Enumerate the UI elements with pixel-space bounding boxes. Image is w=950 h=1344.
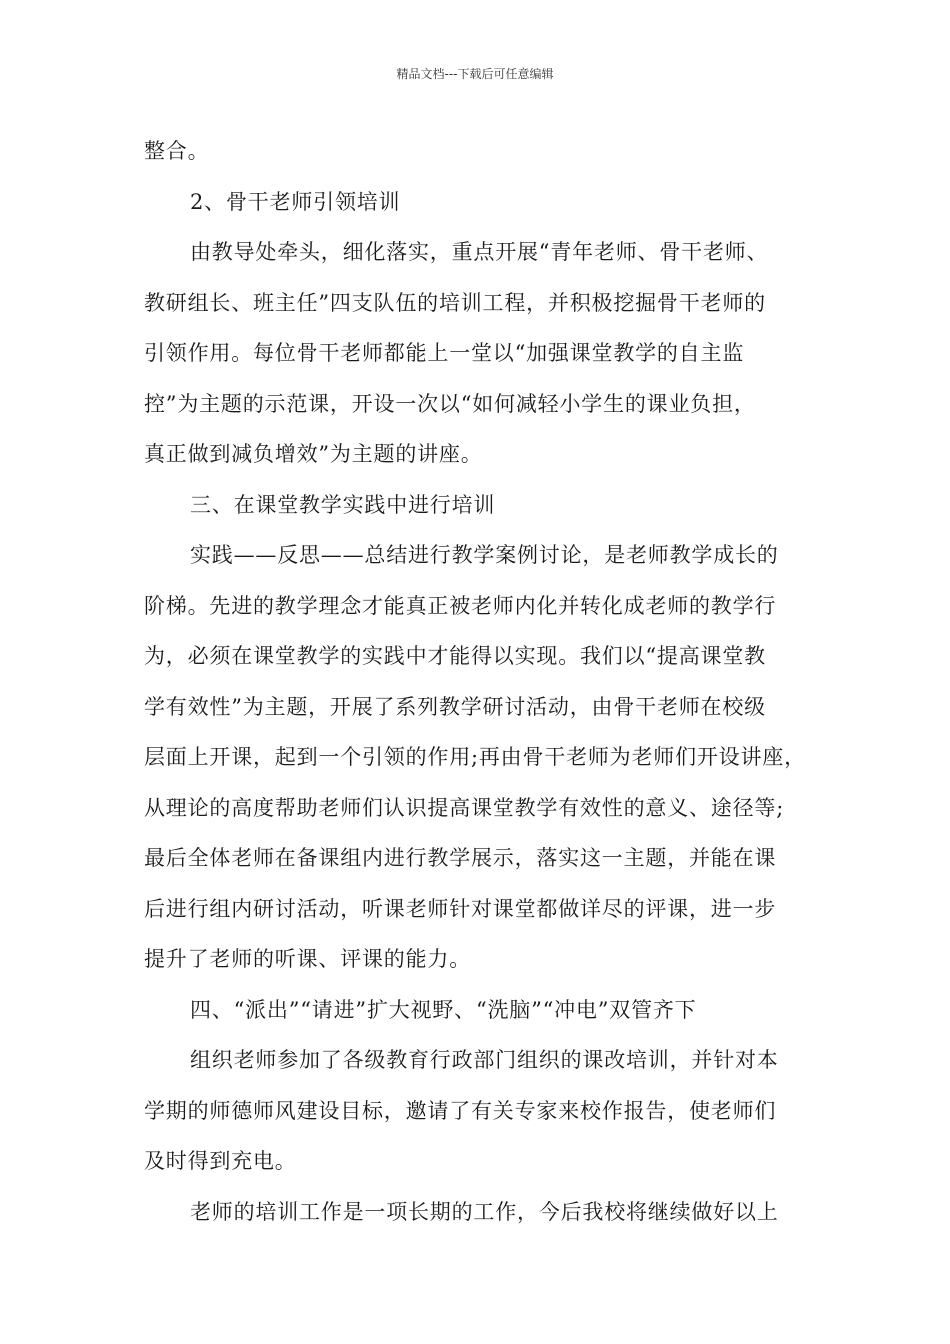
paragraph-line: 从理论的高度帮助老师们认识提高课堂教学有效性的意义、途径等;: [144, 795, 785, 820]
section-heading: 三、在课堂教学实践中进行培训: [190, 492, 496, 517]
page-header: 精品文档---下载后可任意编辑: [396, 67, 554, 81]
paragraph-line: 阶梯。先进的教学理念才能真正被老师内化并转化成老师的教学行: [144, 593, 777, 618]
document-body: [144, 126, 814, 1237]
paragraph-line: 层面上开课，起到一个引领的作用;再由骨干老师为老师们开设讲座，: [144, 745, 806, 769]
paragraph-line: 及时得到充电。: [144, 1149, 297, 1173]
paragraph-line: 引领作用。每位骨干老师都能上一堂以“加强课堂教学的自主监: [144, 341, 745, 365]
paragraph-line: 学期的师德师风建设目标，邀请了有关专家来校作报告，使老师们: [144, 1098, 777, 1123]
paragraph-line: 控”为主题的示范课，开设一次以“如何减轻小学生的课业负担，: [144, 391, 756, 416]
paragraph-line: 实践——反思——总结进行教学案例讨论，是老师教学成长的: [190, 543, 779, 567]
paragraph-line: 最后全体老师在备课组内进行教学展示，落实这一主题，并能在课: [144, 846, 777, 870]
section-heading: 2、骨干老师引领培训: [190, 189, 401, 214]
paragraph-line: 由教导处牵头，细化落实，重点开展“青年老师、骨干老师、: [190, 240, 769, 264]
section-heading: 四、“派出”“请进”扩大视野、“洗脑”“冲电”双管齐下: [190, 997, 697, 1022]
paragraph-line: 组织老师参加了各级教育行政部门组织的课改培训，并针对本: [190, 1048, 779, 1072]
paragraph-line: 真正做到减负增效”为主题的讲座。: [144, 442, 483, 466]
paragraph-line: 提升了老师的听课、评课的能力。: [144, 947, 471, 971]
paragraph-line: 为，必须在课堂教学的实践中才能得以实现。我们以“提高课堂教: [144, 644, 766, 668]
paragraph-line: 教研组长、班主任”四支队伍的培训工程，并积极挖掘骨干老师的: [144, 290, 766, 315]
paragraph-line: 老师的培训工作是一项长期的工作，今后我校将继续做好以上: [190, 1199, 779, 1224]
paragraph-line: 后进行组内研讨活动，听课老师针对课堂都做详尽的评课，进一步: [144, 896, 777, 921]
paragraph-line: 学有效性”为主题，开展了系列教学研讨活动，由骨干老师在校级: [144, 694, 766, 719]
paragraph-line: 整合。: [144, 139, 210, 163]
